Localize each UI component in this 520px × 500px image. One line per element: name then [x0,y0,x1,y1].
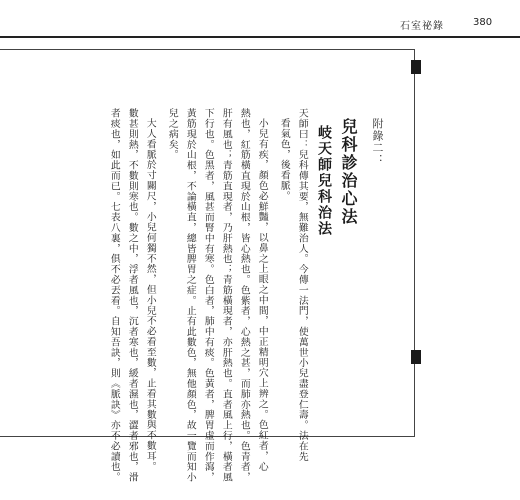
running-header [398,14,518,34]
frame-right-rule [414,49,415,437]
text-column: 肝有風也；青筋直現者，乃肝熱也；青筋橫現者，亦肝熱也。直者風上行，橫者風 [220,108,232,483]
text-column: 熱也，紅筋橫直現於山根，皆心熱也。色紫者，心熱之甚，而肺亦熱也。色青者， [238,108,250,483]
text-column: 者痰也，如此而已。七表八裏，俱不必丟看。自知吾訣，則《脈訣》亦不必讀也。 [108,108,120,483]
book-title: 石室祕錄 [400,21,444,32]
text-column: 看氣色，後看脈。 [278,118,290,202]
header-rule [0,36,520,38]
text-column: 數甚則熱，不數則寒也。數之中，浮者風也，沉者寒也，緩者濕也，澀者邪也，滑 [126,108,138,483]
thumb-index-marker [411,60,421,74]
text-column: 小兒有疾，顏色必鮮豔，以鼻之上眼之中間，中正精明穴上辨之。色紅者，心 [256,118,268,472]
text-column: 下行也。色黑者，風甚而腎中有寒。色白者，肺中有痰。色黃者，脾胃虛而作瀉， [202,108,214,483]
appendix-label: 附錄二： [371,118,384,166]
thumb-index-marker [411,350,421,364]
text-column: 大人看脈於寸關尺，小兒何獨不然，但小兒不必看至數，止看其數與不數耳。 [144,118,156,472]
chapter-heading: 兒科診治心法 [339,118,358,226]
text-column: 黃筋現於山根，不論橫直，總皆脾胃之症。止有此數色，無他顏色，故一覽而知小 [184,108,196,483]
text-column: 兒之病矣。 [166,108,178,160]
frame-top-rule [0,49,415,50]
text-column: 天師曰：兒科傳其要，無難治人。今傳一法門，使萬世小兒盡登仁壽。法在先 [296,108,308,462]
page-number: 380 [473,17,493,28]
section-subheading: 岐天師兒科治法 [316,125,332,237]
